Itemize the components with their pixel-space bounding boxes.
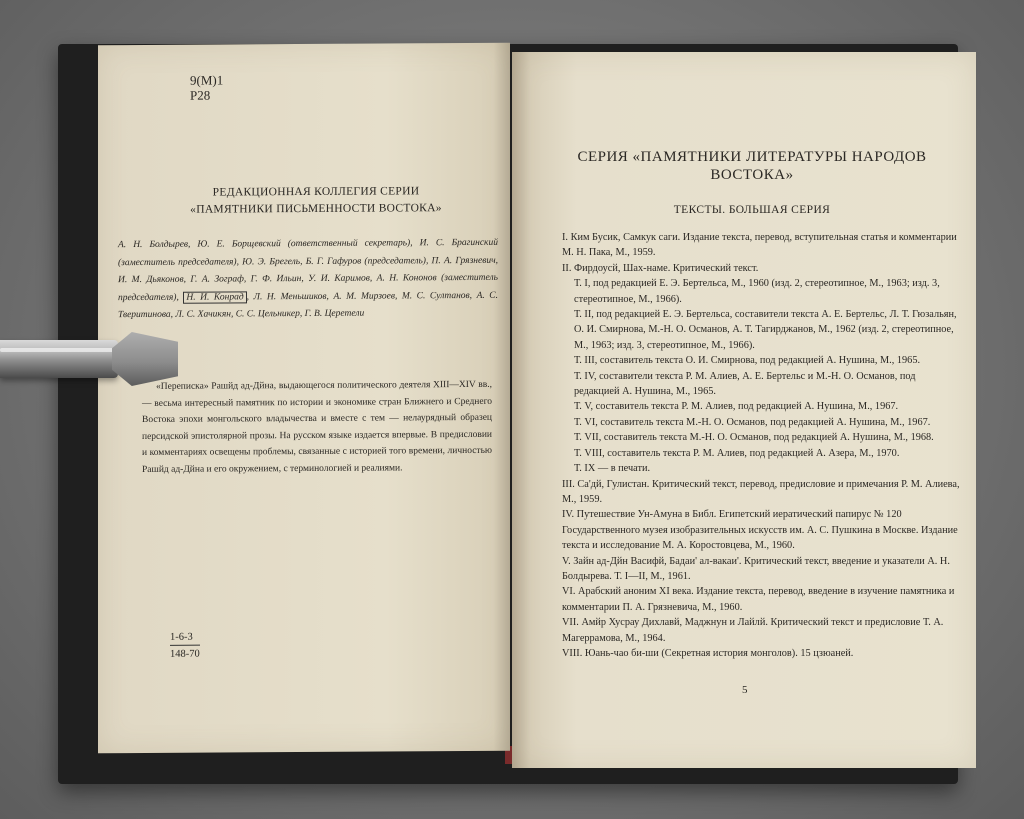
series-entries-list <box>562 230 962 661</box>
library-code <box>190 72 223 102</box>
pen-tip <box>112 332 178 386</box>
series-entry: IV. Путешествие Ун-Амуна в Библ. Египетский иератический папирус № 120 Государственного музея изобразительных искусств им. А. С. Пушкина в Москве. Издание текста и исследование М. А. Коростовцева, М., 1960. <box>562 509 958 552</box>
series-entry: VII. Амйр Хусрау Дихлавй, Маджнун и Лайлй. Критический текст и предисловие Т. А. Магеррамова, М., 1964. <box>562 617 944 644</box>
series-title-line-1: СЕРИЯ «ПАМЯТНИКИ ЛИТЕРАТУРЫ НАРОДОВ <box>577 149 927 165</box>
editorial-title-line-2: «ПАМЯТНИКИ ПИСЬМЕННОСТИ ВОСТОКА» <box>190 202 442 216</box>
series-entry: Т. V, составитель текста Р. М. Алиев, под редакцией А. Нушина, М., 1967. <box>574 401 899 413</box>
editors-text-1: А. Н. Болдырев, Ю. Е. Борщевский (ответственный секретарь), И. С. Брагинский (заместитель председателя), Ю. Э. Брегель, Б. Г. Гафуров (председатель), П. А. Грязневич, И. М. Дьяконов, Г. А. Зограф, Г. Ф. Ильин, У. И. Каримов, А. Н. Кононов (заместитель председателя), <box>118 237 498 303</box>
right-page <box>512 52 976 768</box>
series-entry: II. Фирдоусй, Шах-наме. Критический текст. <box>562 262 759 274</box>
series-title <box>552 148 952 184</box>
texts-heading: ТЕКСТЫ. БОЛЬШАЯ СЕРИЯ <box>673 204 831 216</box>
editors-text-2: Л. Н. Меньшиков, А. М. Мирзоев, М. С. Султанов, А. С. Тверитинова, Л. С. Хачикян, С. С. Цельникер, Г. В. Церетели <box>118 290 498 321</box>
series-entry: Т. VII, составитель текста М.-Н. О. Османов, под редакцией А. Нушина, М., 1968. <box>574 432 934 444</box>
publication-code-line-1: 1-6-3 <box>170 631 193 643</box>
editorial-board-members: А. Н. Болдырев, Ю. Е. Борщевский (ответственный секретарь), И. С. Брагинский (заместитель председателя), Ю. Э. Брегель, Б. Г. Гафуров (председатель), П. А. Грязневич, И. М. Дьяконов, Г. А. Зограф, Г. Ф. Ильин, У. И. Каримов, А. Н. Кононов (заместитель председателя), Н. И. Конрад , Л. Н. Меньшиков, А. М. Мирзоев, М. С. Султанов, А. С. Тверитинова, Л. С. Хачикян, С. С. Цельникер, Г. В. Церетели <box>118 237 498 321</box>
series-entry: Т. VIII, составитель текста Р. М. Алиев, под редакцией А. Азера, М., 1970. <box>574 447 900 459</box>
series-entry: VI. Арабский аноним XI века. Издание текста, перевод, введение в изучение памятника и комментарии П. А. Грязневича, М., 1960. <box>562 586 955 613</box>
series-entry: Т. I, под редакцией Е. Э. Бертельса, М., 1960 (изд. 2, стереотипное, М., 1963; изд. 3, стереотипное, М., 1966). <box>574 278 940 305</box>
editorial-title-line-1: РЕДАКЦИОННАЯ КОЛЛЕГИЯ СЕРИИ <box>212 185 420 199</box>
library-code-line-1: 9(М)1 <box>190 72 224 88</box>
series-entry: Т. II, под редакцией Е. Э. Бертельса, составители текста А. Е. Бертельс, Л. Т. Гюзальян, О. И. Смирнова, М.-Н. О. Османов, А. Т. Тагирджанов, М., 1962 (изд. 2, стереотипное, М., 1963; изд. 3, стереотипное, М., 1966). <box>574 309 957 351</box>
left-page <box>98 43 510 754</box>
pen-body <box>0 340 118 378</box>
series-entry: I. Ким Бусик, Самкук саги. Издание текста, перевод, вступительная статья и комментарии М. Н. Пака, М., 1959. <box>562 232 957 259</box>
series-entry: Т. III, составитель текста О. И. Смирнова, под редакцией А. Нушина, М., 1965. <box>574 355 921 367</box>
publication-code-line-2: 148-70 <box>170 645 200 662</box>
series-entry: Т. VI, составитель текста М.-Н. О. Османов, под редакцией А. Нушина, М., 1967. <box>574 416 931 428</box>
editorial-board-title <box>136 183 496 219</box>
library-code-line-2: Р28 <box>190 87 211 103</box>
series-entry: VIII. Юань-чао би-ши (Секретная история монголов). 15 цзюаней. <box>562 647 854 659</box>
book-abstract: «Переписка» Рашйд ад-Дйна, выдающегося политического деятеля XIII—XIV вв., — весьма интересный памятник по истории и экономике стран Ближнего и Среднего Востока эпохи монгольского владычества и вместе с тем — нелаурядный образец персидской эпистолярной прозы. На русском языке издается впервые. В предисловии и комментариях освещены проблемы, связанные с историей того времени, личностью Рашйд ад-Дйна и его окружением, с терминологией и реалиями. <box>142 379 492 475</box>
editors-boxed-name: Н. И. Конрад <box>183 291 246 303</box>
series-entry: V. Зайн ад-Дйн Васифй, Бадаи' ал-вакаи'. Критический текст, введение и указатели А. Н. Болдырева. Т. I—II, М., 1961. <box>562 555 950 582</box>
page-number: 5 <box>742 684 748 696</box>
series-entry: III. Са'дй, Гулистан. Критический текст, перевод, предисловие и примечания Р. М. Алиева, М., 1959. <box>562 478 960 505</box>
publication-code <box>170 631 200 662</box>
pen-highlight <box>0 348 116 352</box>
series-title-line-2: ВОСТОКА» <box>710 167 794 183</box>
series-entry: Т. IX — в печати. <box>574 463 651 475</box>
series-entry: Т. IV, составители текста Р. М. Алиев, А. Е. Бертельс и М.-Н. О. Османов, под редакцией А. Нушина, М., 1965. <box>574 370 916 398</box>
